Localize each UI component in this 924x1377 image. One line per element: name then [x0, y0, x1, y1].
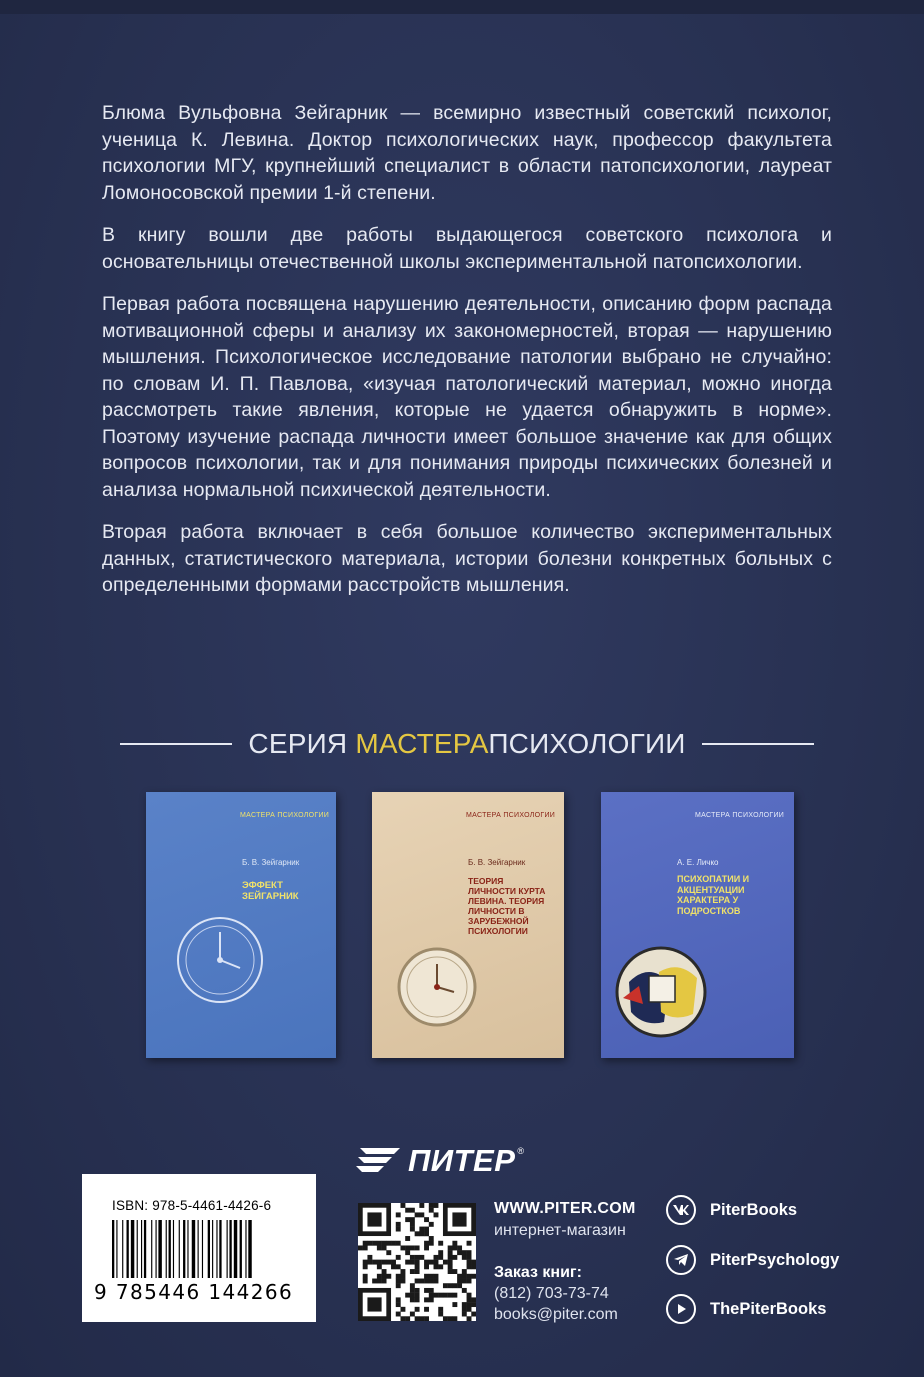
order-email[interactable]: books@piter.com: [494, 1306, 618, 1323]
book-series-label: МАСТЕРА ПСИХОЛОГИИ: [240, 812, 330, 819]
social-name: ThePiterBooks: [710, 1299, 827, 1318]
clock-icon: [170, 910, 270, 1010]
description-paragraph-2: В книгу вошли две работы выдающегося советского психолога и основательницы отечественной школы экспериментальной патопсихологии.: [102, 224, 832, 273]
book-title: ЭФФЕКТ ЗЕЙГАРНИК: [242, 880, 299, 902]
series-accent: МАСТЕРА: [355, 728, 489, 759]
book-cover-1: [146, 792, 336, 1058]
series-prefix: СЕРИЯ: [248, 728, 348, 759]
website-subtitle: интернет-магазин: [494, 1222, 626, 1239]
website-block: [494, 1200, 636, 1240]
pocket-watch-icon: [392, 942, 482, 1032]
book-author: А. Е. Личко: [677, 858, 719, 867]
book-title: ТЕОРИЯ ЛИЧНОСТИ КУРТА ЛЕВИНА. ТЕОРИЯ ЛИЧНОСТИ В ЗАРУБЕЖНОЙ ПСИХОЛОГИИ: [468, 876, 546, 936]
series-line-right: [702, 743, 814, 745]
description-paragraph-3: Первая работа посвящена нарушению деятельности, описанию форм распада мотивационной сферы и анализу их закономерностей, вторая — нарушению мышления. Психологическое исследование патологии выбрано не случайно: по словам И. П. Павлова, «изучая патологический материал, можно иногда рассмотреть такие явления, которые не удается обнаружить в норме». Поэтому изучение распада личности имеет большое значение как для общих вопросов психологии, так и для понимания природы психических болезней и анализа нормальной психической деятельности.: [102, 293, 832, 501]
vk-icon: [666, 1195, 696, 1225]
social-telegram[interactable]: [666, 1245, 839, 1275]
book-series-label: МАСТЕРА ПСИХОЛОГИИ: [695, 812, 785, 819]
masks-illustration-icon: [609, 942, 713, 1042]
social-vk[interactable]: [666, 1195, 797, 1225]
publisher-logo-icon: [354, 1144, 404, 1178]
social-youtube[interactable]: [666, 1294, 826, 1324]
book-cover-3: [601, 792, 794, 1058]
series-title: [232, 728, 701, 760]
isbn-barcode: [82, 1174, 316, 1322]
series-suffix: ПСИХОЛОГИИ: [488, 728, 686, 759]
isbn-digits: 9 785446 144266: [94, 1280, 294, 1304]
publisher-logo: [354, 1142, 524, 1180]
cover-edge: [0, 0, 924, 14]
social-name: PiterPsychology: [710, 1250, 840, 1269]
book-description: [102, 100, 832, 615]
website-link[interactable]: WWW.PITER.COM: [494, 1200, 636, 1217]
book-series-label: МАСТЕРА ПСИХОЛОГИИ: [466, 812, 556, 819]
order-label: Заказ книг:: [494, 1264, 582, 1281]
description-paragraph-4: Вторая работа включает в себя большое количество экспериментальных данных, статистического материала, истории болезни конкретных больных с определенными формами расстройств мышления.: [102, 521, 832, 596]
qr-code-icon[interactable]: [358, 1203, 476, 1321]
book-cover-2: [372, 792, 564, 1058]
series-line-left: [120, 743, 232, 745]
publisher-name: ПИТЕР: [408, 1143, 516, 1178]
youtube-icon: [666, 1294, 696, 1324]
publisher-registered-mark: ®: [517, 1146, 525, 1156]
order-phone[interactable]: (812) 703-73-74: [494, 1285, 609, 1302]
series-heading: [120, 724, 814, 764]
isbn-label: ISBN: 978-5-4461-4426-6: [112, 1198, 272, 1213]
barcode-icon: [112, 1220, 288, 1278]
book-author: Б. В. Зейгарник: [468, 858, 526, 867]
book-author: Б. В. Зейгарник: [242, 858, 300, 867]
book-title: ПСИХОПАТИИ И АКЦЕНТУАЦИИ ХАРАКТЕРА У ПОДРОСТКОВ: [677, 874, 750, 916]
order-block: [494, 1262, 618, 1325]
description-paragraph-1: Блюма Вульфовна Зейгарник — всемирно известный советский психолог, ученица К. Левина. Доктор психологических наук, профессор факультета психологии МГУ, крупнейший специалист в области патопсихологии, лауреат Ломоносовской премии 1-й степени.: [102, 102, 832, 204]
telegram-icon: [666, 1245, 696, 1275]
social-name: PiterBooks: [710, 1200, 798, 1219]
